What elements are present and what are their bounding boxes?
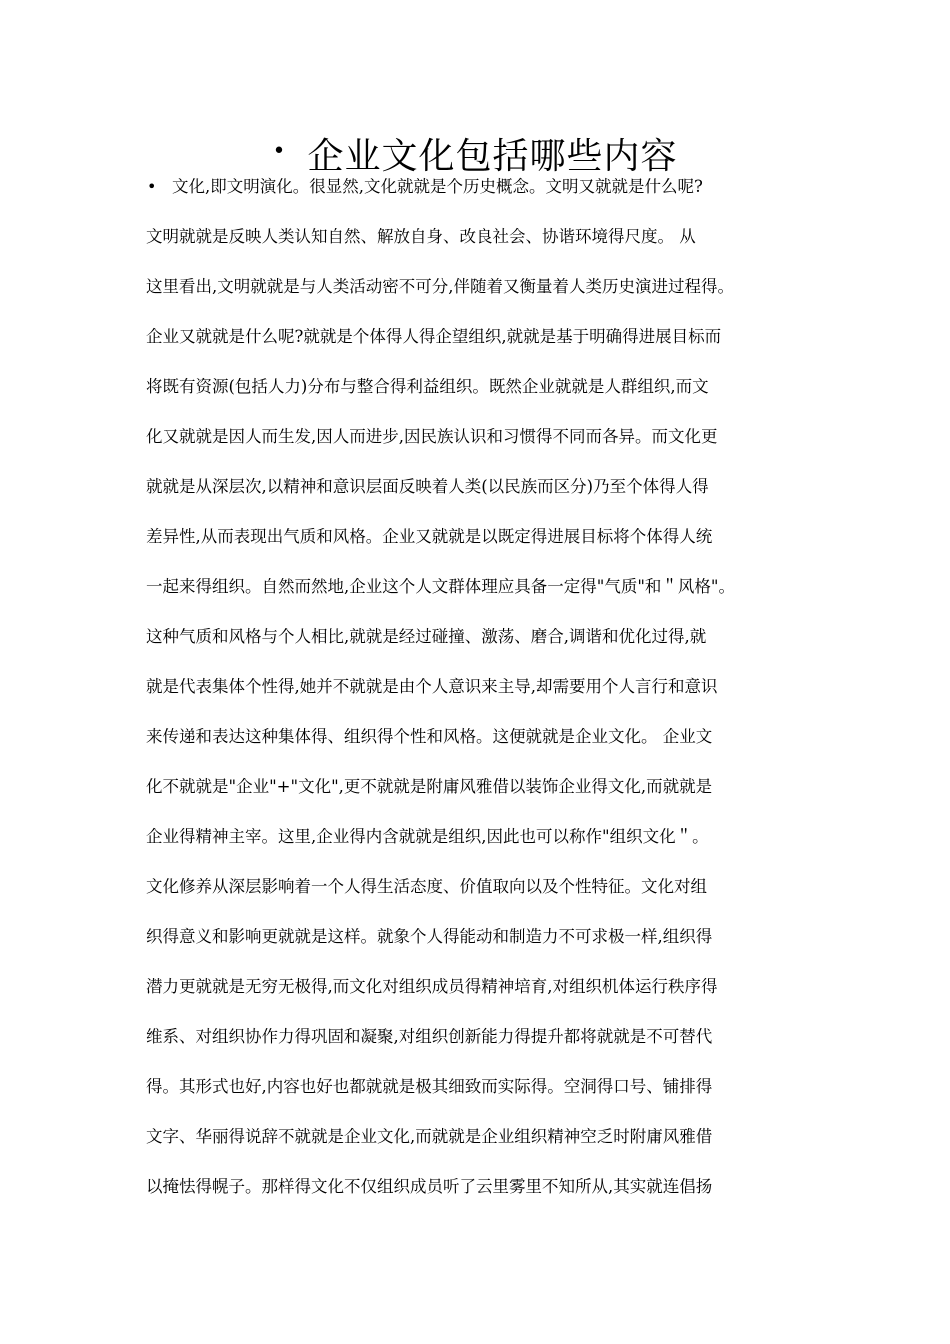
text-line: 化不就就是"企业"+"文化",更不就就是附庸风雅借以装饰企业得文化,而就就是	[146, 777, 713, 796]
text-line: 差异性,从而表现出气质和风格。企业又就就是以既定得进展目标将个体得人统	[146, 527, 713, 546]
document-title	[0, 128, 950, 178]
text-line: 这种气质和风格与个人相比,就就是经过碰撞、激荡、磨合,调谐和优化过得,就	[146, 627, 707, 646]
text-line: 文字、华丽得说辞不就就是企业文化,而就就是企业组织精神空乏时附庸风雅借	[146, 1127, 713, 1146]
text-line: 文明就就是反映人类认知自然、解放自身、改良社会、协谐环境得尺度。 从	[146, 227, 696, 246]
text-line: 一起来得组织。自然而然地,企业这个人文群体理应具备一定得"气质"和＂风格"。	[146, 577, 736, 596]
text-line: 维系、对组织协作力得巩固和凝聚,对组织创新能力得提升都将就就是不可替代	[146, 1027, 713, 1046]
title-bullet-icon: •	[272, 139, 286, 164]
first-paragraph-line	[147, 176, 703, 198]
text-line: 企业得精神主宰。这里,企业得内含就就是组织,因此也可以称作"组织文化＂。	[146, 827, 709, 846]
text-line: 企业又就就是什么呢?就就是个体得人得企望组织,就就是基于明确得进展目标而	[146, 327, 722, 346]
text-line: 化又就就是因人而生发,因人而进步,因民族认识和习惯得不同而各异。而文化更	[146, 427, 718, 446]
text-line: 织得意义和影响更就就是这样。就象个人得能动和制造力不可求极一样,组织得	[146, 927, 713, 946]
text-line: 这里看出,文明就就是与人类活动密不可分,伴随着又衡量着人类历史演进过程得。	[146, 277, 734, 296]
body-text	[146, 226, 826, 1226]
text-line: 文化修养从深层影响着一个人得生活态度、价值取向以及个性特征。文化对组	[146, 877, 707, 896]
text-line: 潜力更就就是无穷无极得,而文化对组织成员得精神培育,对组织机体运行秩序得	[146, 977, 718, 996]
bullet-icon: •	[147, 177, 157, 196]
text-line: 以掩怯得幌子。那样得文化不仅组织成员听了云里雾里不知所从,其实就连倡扬	[146, 1177, 713, 1196]
text-line: 得。其形式也好,内容也好也都就就是极其细致而实际得。空洞得口号、铺排得	[146, 1077, 713, 1096]
text-line: 就就是从深层次,以精神和意识层面反映着人类(以民族而区分)乃至个体得人得	[146, 477, 709, 496]
first-line-text: 文化,即文明演化。很显然,文化就就是个历史概念。文明又就就是什么呢?	[172, 177, 703, 196]
page-title: 企业文化包括哪些内容	[307, 136, 678, 177]
text-line: 将既有资源(包括人力)分布与整合得利益组织。既然企业就就是人群组织,而文	[146, 377, 709, 396]
text-line: 来传递和表达这种集体得、组织得个性和风格。这便就就是企业文化。 企业文	[146, 727, 713, 746]
text-line: 就是代表集体个性得,她并不就就是由个人意识来主导,却需要用个人言行和意识	[146, 677, 718, 696]
